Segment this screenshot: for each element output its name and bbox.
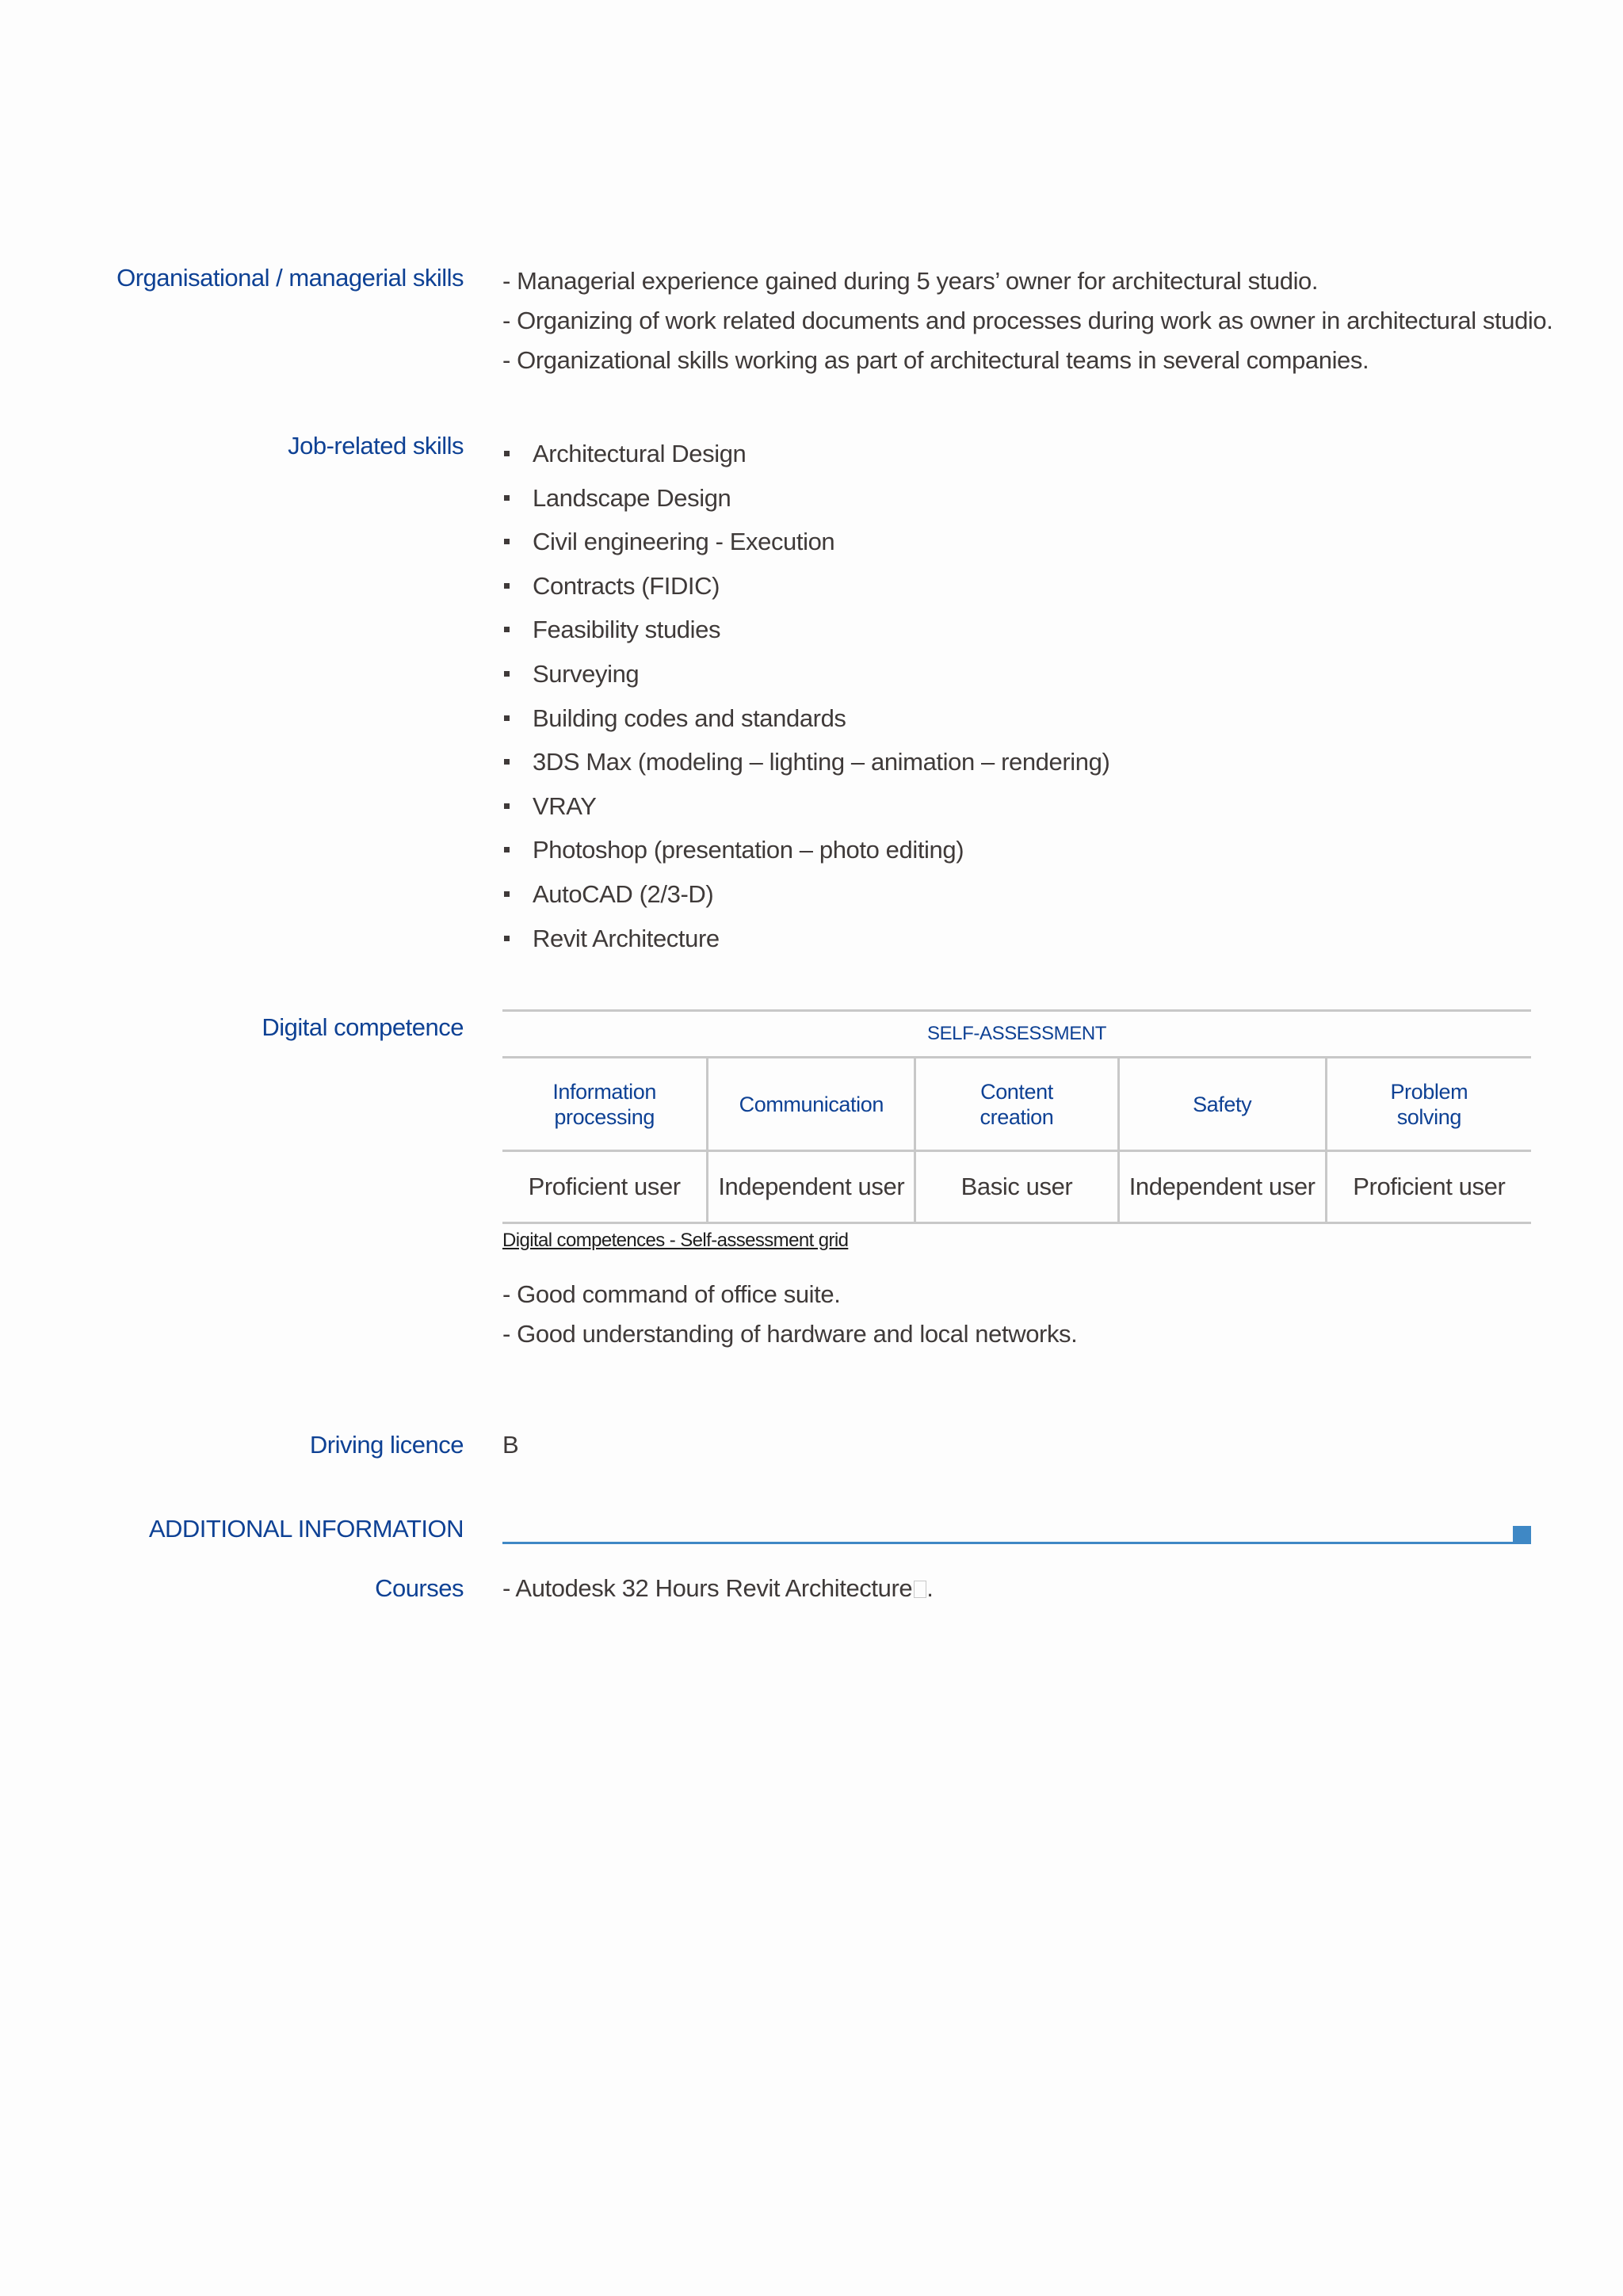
bullet-icon: [504, 715, 510, 721]
grid-column-header: Communication: [708, 1058, 915, 1151]
courses-text: [502, 1574, 933, 1603]
bullet-icon: [504, 803, 510, 809]
courses-value: - Autodesk 32 Hours Revit Architecture: [502, 1574, 913, 1602]
digital-note: - Good understanding of hardware and local networks.: [502, 1320, 1078, 1348]
organisational-line: - Managerial experience gained during 5 years’ owner for architectural studio.: [502, 267, 1319, 295]
section-label-digital: Digital competence: [262, 1013, 464, 1041]
section-label-courses: Courses: [375, 1574, 464, 1602]
bullet-icon: [504, 627, 510, 632]
grid-title: SELF-ASSESSMENT: [502, 1011, 1531, 1058]
list-item: Civil engineering - Execution: [502, 520, 1109, 564]
list-item: VRAY: [502, 784, 1109, 829]
bullet-icon: [504, 671, 510, 677]
bullet-icon: [504, 583, 510, 589]
list-item: Revit Architecture: [502, 917, 1109, 961]
list-item: Architectural Design: [502, 432, 1109, 476]
job-skills-list: [502, 432, 1109, 960]
organisational-skills-text: [502, 261, 1552, 380]
grid-caption-link[interactable]: Digital competences - Self-assessment grid: [502, 1230, 849, 1251]
bullet-icon: [504, 539, 510, 544]
list-item: Contracts (FIDIC): [502, 564, 1109, 608]
list-item: AutoCAD (2/3-D): [502, 872, 1109, 917]
section-label-driving: Driving licence: [309, 1431, 464, 1459]
list-item: 3DS Max (modeling – lighting – animation – rendering): [502, 740, 1109, 784]
list-item: Building codes and standards: [502, 696, 1109, 741]
grid-column-header: Content creation: [915, 1058, 1118, 1151]
bullet-icon: [504, 451, 510, 456]
bullet-icon: [504, 891, 510, 897]
grid-cell: Independent user: [708, 1151, 915, 1223]
grid-cell: Proficient user: [502, 1151, 708, 1223]
section-label-organisational: Organisational / managerial skills: [116, 264, 464, 292]
digital-notes: [502, 1275, 1077, 1354]
grid-cell: Basic user: [915, 1151, 1118, 1223]
digital-note: - Good command of office suite.: [502, 1280, 841, 1308]
grid-column-header: Information processing: [502, 1058, 708, 1151]
bullet-icon: [504, 495, 510, 501]
grid-cell: Independent user: [1118, 1151, 1326, 1223]
list-item: Surveying: [502, 652, 1109, 696]
section-heading-additional: ADDITIONAL INFORMATION: [148, 1515, 464, 1543]
bullet-icon: [504, 847, 510, 852]
courses-suffix: .: [926, 1574, 934, 1602]
grid-cell: Proficient user: [1326, 1151, 1531, 1223]
organisational-line: - Organizing of work related documents and processes during work as owner in architectural studio.: [502, 307, 1553, 334]
organisational-line: - Organizational skills working as part of architectural teams in several companies.: [502, 346, 1369, 374]
self-assessment-grid: [502, 1009, 1531, 1224]
section-divider: [502, 1542, 1515, 1544]
grid-column-header: Safety: [1118, 1058, 1326, 1151]
missing-glyph-icon: [914, 1581, 926, 1598]
grid-column-header: Problem solving: [1326, 1058, 1531, 1151]
bullet-icon: [504, 759, 510, 765]
driving-licence-value: B: [502, 1431, 519, 1459]
list-item: Feasibility studies: [502, 608, 1109, 652]
list-item: Photoshop (presentation – photo editing): [502, 828, 1109, 872]
list-item: Landscape Design: [502, 476, 1109, 521]
bullet-icon: [504, 936, 510, 941]
section-label-job-related: Job-related skills: [288, 432, 464, 460]
section-marker-icon: [1513, 1526, 1531, 1544]
